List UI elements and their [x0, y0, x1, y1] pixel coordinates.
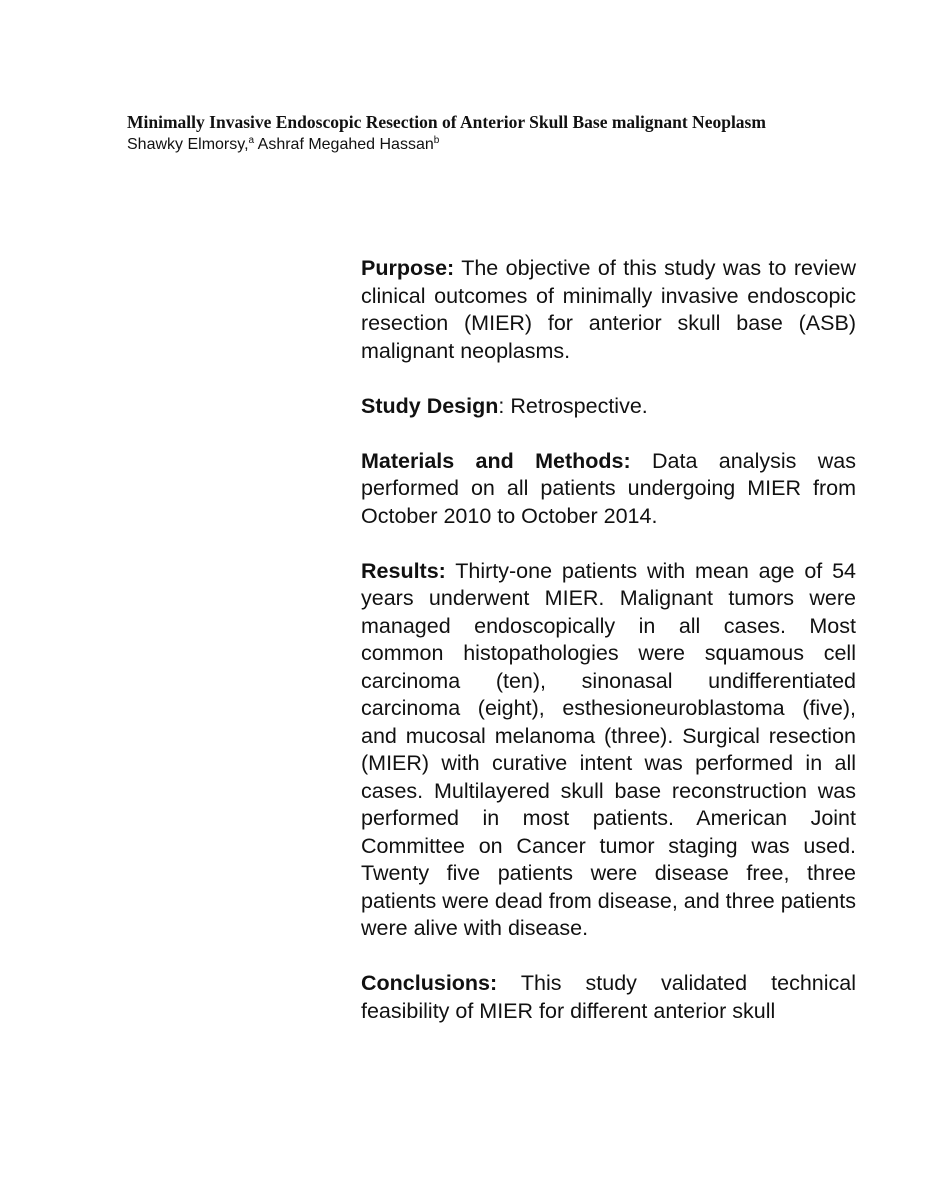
conclusions-text: This study validated technical feasibility of MIER for different anterior skull: [361, 971, 856, 1023]
abstract-purpose: [361, 255, 856, 365]
author-2-affiliation: b: [433, 135, 440, 146]
paper-title: Minimally Invasive Endoscopic Resection of Anterior Skull Base malignant Neoplasm: [127, 112, 766, 132]
results-text: Thirty-one patients with mean age of 54 years underwent MIER. Malignant tumors were managed endoscopically in all cases. Most common histopathologies were squamous cell carcinoma (ten), sinonasal undifferentiated carcinoma (eight), esthesioneuroblastoma (five), and mucosal melanoma (three). Surgical resection (MIER) with curative intent was performed in all cases. Multilayered skull base reconstruction was performed in most patients. American Joint Committee on Cancer tumor staging was used. Twenty five patients were disease free, three patients were dead from disease, and three patients were alive with disease.: [361, 558, 856, 940]
methods-label: Materials and Methods:: [361, 448, 631, 473]
purpose-text: The objective of this study was to review clinical outcomes of minimally invasive endoscopic resection (MIER) for anterior skull base (ASB) malignant neoplasms.: [361, 256, 856, 363]
author-2: Ashraf Megahed Hassan: [257, 136, 434, 153]
author-line: [127, 134, 827, 156]
results-label: Results:: [361, 558, 446, 583]
paper-header: [127, 111, 827, 156]
abstract-results: [361, 558, 856, 943]
author-1: Shawky Elmorsy,: [127, 136, 249, 153]
study-design-text: : Retrospective.: [498, 393, 648, 418]
author-1-affiliation: a: [248, 135, 255, 146]
purpose-label: Purpose:: [361, 256, 455, 280]
abstract-conclusions: [361, 970, 856, 1025]
conclusions-label: Conclusions:: [361, 971, 498, 995]
study-design-label: Study Design: [361, 393, 499, 418]
methods-text: Data analysis was performed on all patients undergoing MIER from October 2010 to October 2014.: [361, 448, 856, 528]
abstract-study-design: [361, 393, 856, 421]
abstract-methods: [361, 448, 856, 531]
abstract: [361, 255, 856, 1053]
